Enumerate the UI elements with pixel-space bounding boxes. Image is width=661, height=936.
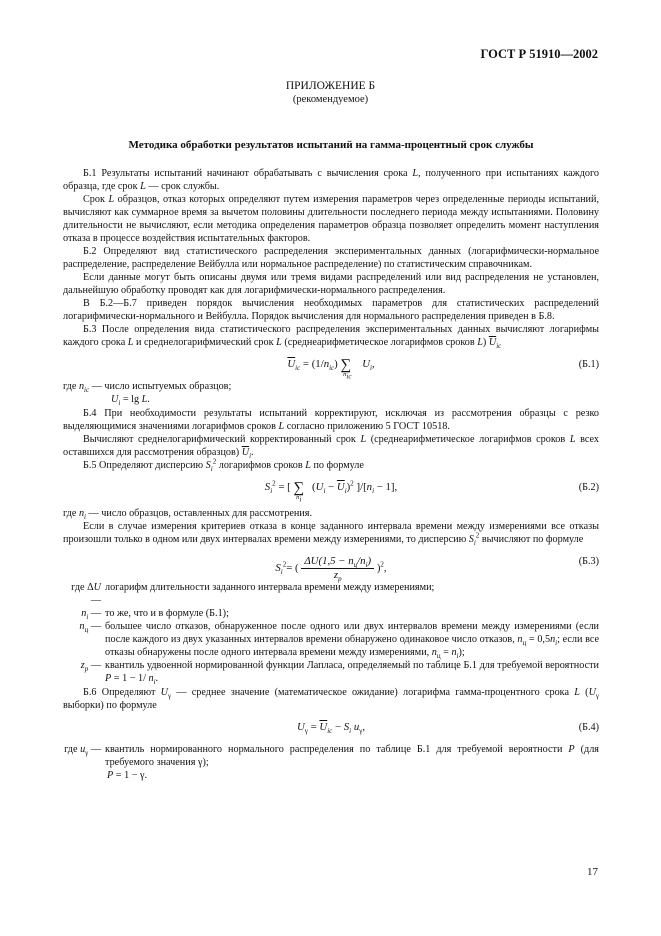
definition-item: $n_ц$ — большее число отказов, обнаруженное после одного или двух интервалов времени между измерениями (если после каждого из двух указанных интервалов времени обнаружено одинаковое число отказов, $n_ц = 0,5n_i$; если все отказы обнаружены после одного интервала времени между измерениями, $n_ц = n_i$); [79, 621, 600, 661]
formula-number: (Б.1) [578, 359, 599, 370]
paragraph: Если данные могут быть описаны двумя или тремя видами распределений или вид распределения не установлен, дальнейшую обработку проводят как для логарифмически-нормального распределения. [63, 272, 599, 296]
appendix-subtitle: (рекомендуемое) [292, 94, 369, 105]
appendix-heading [0, 80, 661, 106]
paragraph: Вычисляют среднелогарифмический корректированный срок L (среднеарифметическое логарифмов сроков L всех оставшихся для рассмотрения образцов) $\overline{U}_i$. [63, 434, 599, 461]
paragraph: $U_i = \lg L$. [111, 394, 150, 408]
paragraph: Если в случае измерения критериев отказа в конце заданного интервала времени между измерениями все отказы произошли только в одном или двух интервалах времени между измерениями, то дисперсию $S_i^2$ вычисляют по формуле [63, 521, 599, 548]
paragraph: В Б.2—Б.7 приведен порядок вычисления необходимых параметров для статистических распределений логарифмически-нормального и Вейбулла. Порядок вычисления для нормального распределения приведен в Б.8. [63, 298, 599, 322]
definition-item: $n_i$ — то же, что и в формуле (Б.1); [81, 608, 229, 622]
formula-b3: $S_i^2=$ ( $\frac{\Delta U(1,5 - n_ц/n_i)}{z_p}$ )$^2$, (Б.3) [275, 555, 599, 584]
formula-number: (Б.2) [578, 482, 599, 493]
paragraph-b5: Б.5 Определяют дисперсию $S_i^2$ логарифмов сроков L по формуле [83, 457, 364, 474]
paragraph-b2: Б.2 Определяют вид статистического распределения экспериментальных данных (логарифмически-нормальное распределение, распределение Вейбулла или нормальное распределение) по статистическим справочникам. [63, 246, 599, 270]
formula-b4: $U_\gamma = \overline{U}_{ic} - S_i$ $u_\gamma$, (Б.4) [296, 721, 599, 736]
standard-code: ГОСТ Р 51910—2002 [480, 47, 598, 61]
definitions-b4 [63, 743, 599, 769]
paragraph: где $n_i$ — число образцов, оставленных для рассмотрения. [63, 508, 312, 522]
formula-number: (Б.4) [578, 722, 599, 733]
appendix-title: ПРИЛОЖЕНИЕ Б [285, 80, 376, 92]
page-number: 17 [587, 866, 598, 878]
paragraph: где $n_{ic}$ — число испытуемых образцов; [63, 381, 232, 395]
formula-number: (Б.3) [578, 556, 599, 567]
document-body [63, 167, 599, 782]
paragraph: Срок L образцов, отказ которых определяют путем измерения параметров через определенные периоды испытаний, вычисляют как суммарное время за вычетом половины длительности последнего периода между испытаниями. Половину длительности не вычисляют, если методика определения параметров образца позволяет определить момент наступления отказа в процессе воздействия испытательных факторов. [63, 194, 600, 244]
formula-b1: $\overline{U}_{ic} = (1/n_{ic})$ $\sum_{n_{ic}}$ $U_i$, (Б.1) [287, 357, 599, 381]
paragraph: P = 1 − γ. [107, 770, 148, 781]
formula-b2: $S_i^2$ = [ $\sum_{n_i}$ $(U_i - \overline{U}_i)^2$ ]$/[n_i - 1]$, (Б.2) [264, 479, 599, 504]
definitions-b3 [63, 581, 599, 685]
paragraph-b4: Б.4 При необходимости результаты испытаний корректируют, исключая из рассмотрения образцы с резко выделяющимися значениями логарифмов сроков L согласно приложению 5 ГОСТ 10518. [63, 408, 599, 432]
paragraph-b1: Б.1 Результаты испытаний начинают обрабатывать с вычисления срока L, полученного при испытаниях каждого образца, где срок L — срок службы. [63, 168, 599, 192]
section-title: Методика обработки результатов испытаний на гамма-процентный срок службы [128, 139, 534, 151]
definition-item: $z_p$ — квантиль удвоенной нормированной функции Лапласа, определяемый по таблице Б.1 для требуемой вероятности P = 1 − 1/ $n_i$. [80, 660, 599, 687]
paragraph-b3: Б.3 После определения вида статистического распределения экспериментальных данных вычисляют логарифмы каждого срока L и среднелогарифмический срок L (среднеарифметическое логарифмов сроков L) $\overline{U}_{ic}$ [63, 324, 599, 351]
definition-item: где ΔU — логарифм длительности заданного интервала времени между измерениями; [71, 582, 435, 606]
paragraph-b6: Б.6 Определяют $U_\gamma$ — среднее значение (математическое ожидание) логарифма гамма-процентного срока L ($U_\gamma$ выборки) по формуле [63, 687, 600, 711]
definition-item: где $u_\gamma$ — квантиль нормированного нормального распределения по таблице Б.1 для требуемой вероятности P (для требуемого значения γ); [64, 744, 599, 768]
